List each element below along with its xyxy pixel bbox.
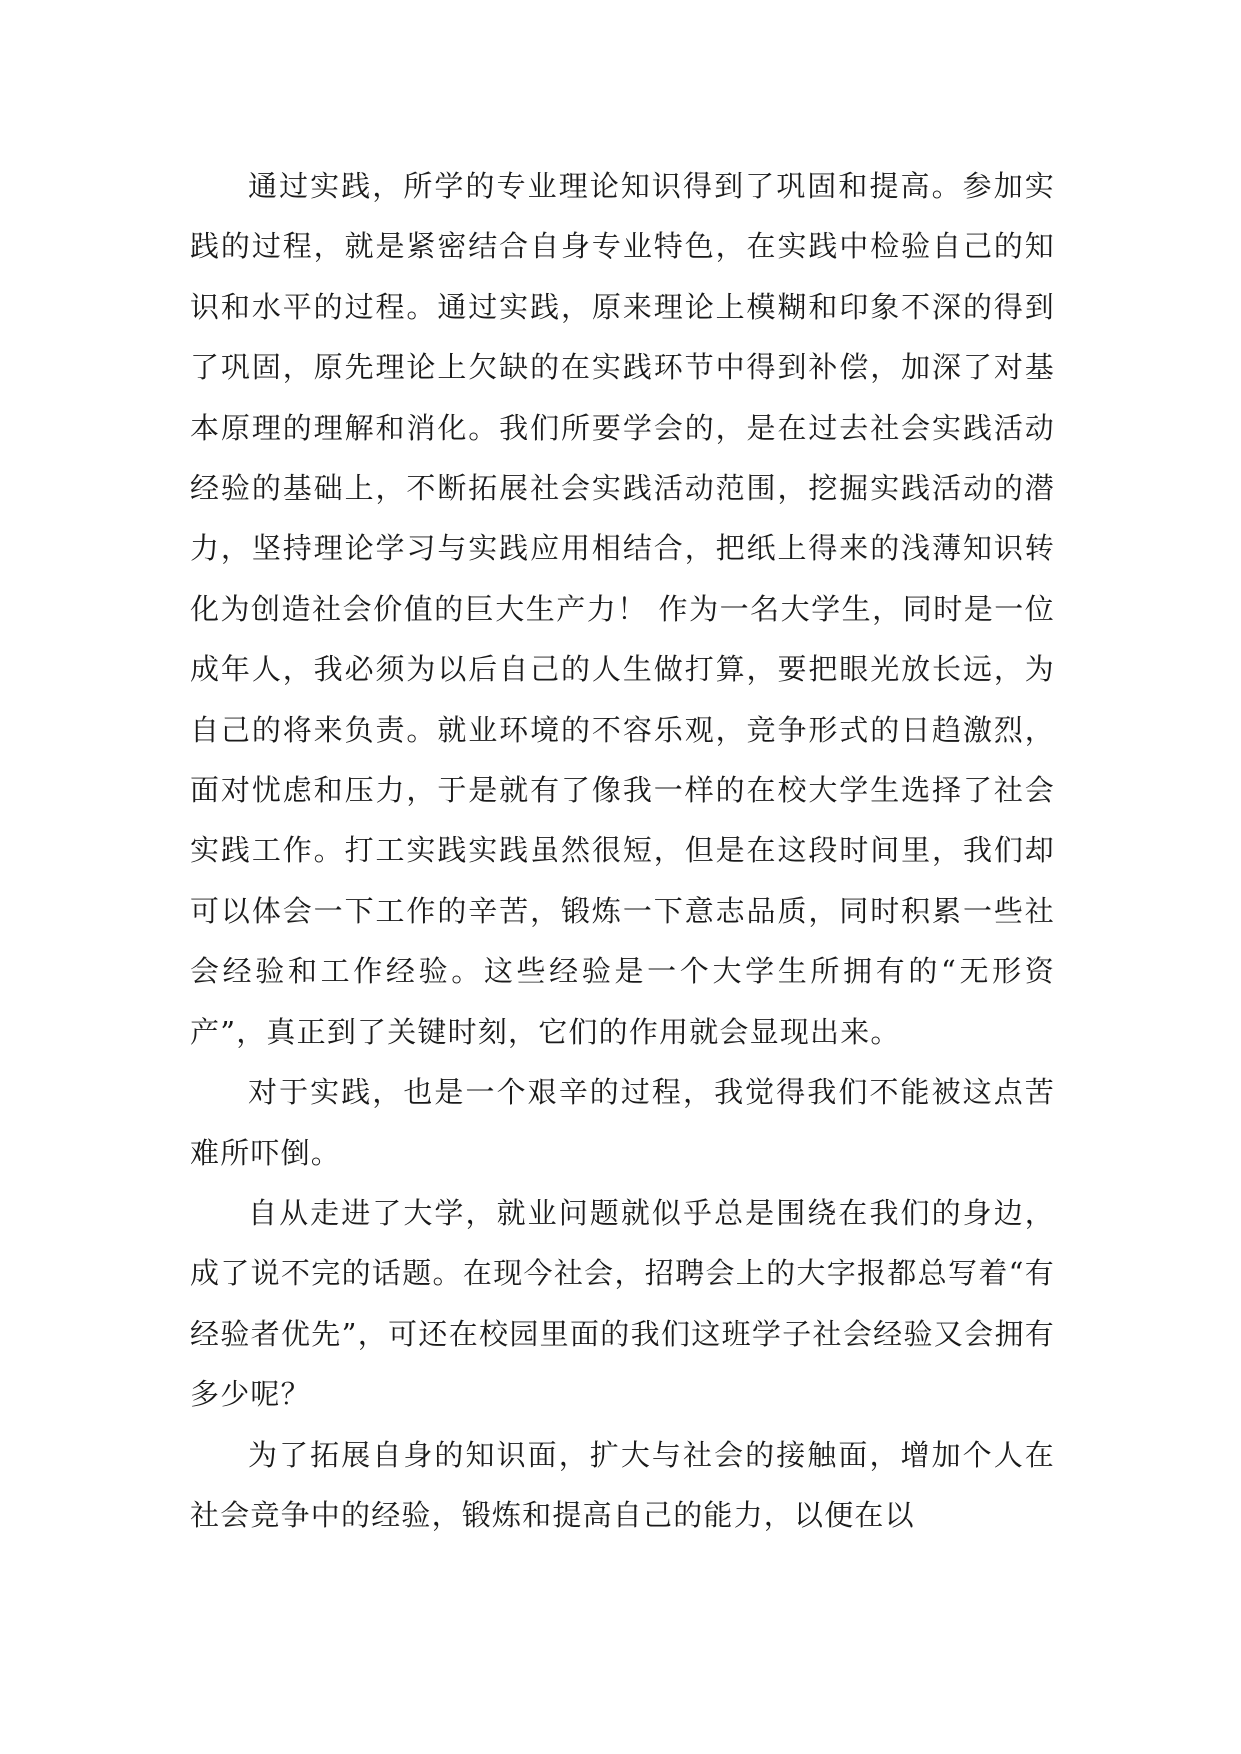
paragraph: 为了拓展自身的知识面，扩大与社会的接触面，增加个人在社会竞争中的经验，锻炼和提高自己的能力，以便在以 xyxy=(190,1437,1055,1532)
paragraph: 通过实践，所学的专业理论知识得到了巩固和提高。参加实践的过程，就是紧密结合自身专业特色，在实践中检验自己的知识和水平的过程。通过实践，原来理论上模糊和印象不深的得到了巩固，原先理论上欠缺的在实践环节中得到补偿，加深了对基本原理的理解和消化。我们所要学会的，是在过去社会实践活动经验的基础上，不断拓展社会实践活动范围，挖掘实践活动的潜力，坚持理论学习与实践应用相结合，把纸上得来的浅薄知识转化为创造社会价值的巨大生产力！ 作为一名大学生，同时是一位成年人，我必须为以后自己的人生做打算，要把眼光放长远，为自己的将来负责。就业环境的不容乐观，竞争形式的日趋激烈，面对忧虑和压力，于是就有了像我一样的在校大学生选择了社会实践工作。打工实践实践虽然很短，但是在这段时间里，我们却可以体会一下工作的辛苦，锻炼一下意志品质，同时积累一些社会经验和工作经验。这些经验是一个大学生所拥有的“无形资产”，真正到了关键时刻，它们的作用就会显现出来。 xyxy=(190,169,1055,1049)
document-body xyxy=(190,156,1055,1545)
paragraph: 自从走进了大学，就业问题就似乎总是围绕在我们的身边，成了说不完的话题。在现今社会，招聘会上的大字报都总写着“有经验者优先”，可还在校园里面的我们这班学子社会经验又会拥有多少呢？ xyxy=(190,1195,1055,1412)
paragraph: 对于实践，也是一个艰辛的过程，我觉得我们不能被这点苦难所吓倒。 xyxy=(190,1075,1055,1170)
